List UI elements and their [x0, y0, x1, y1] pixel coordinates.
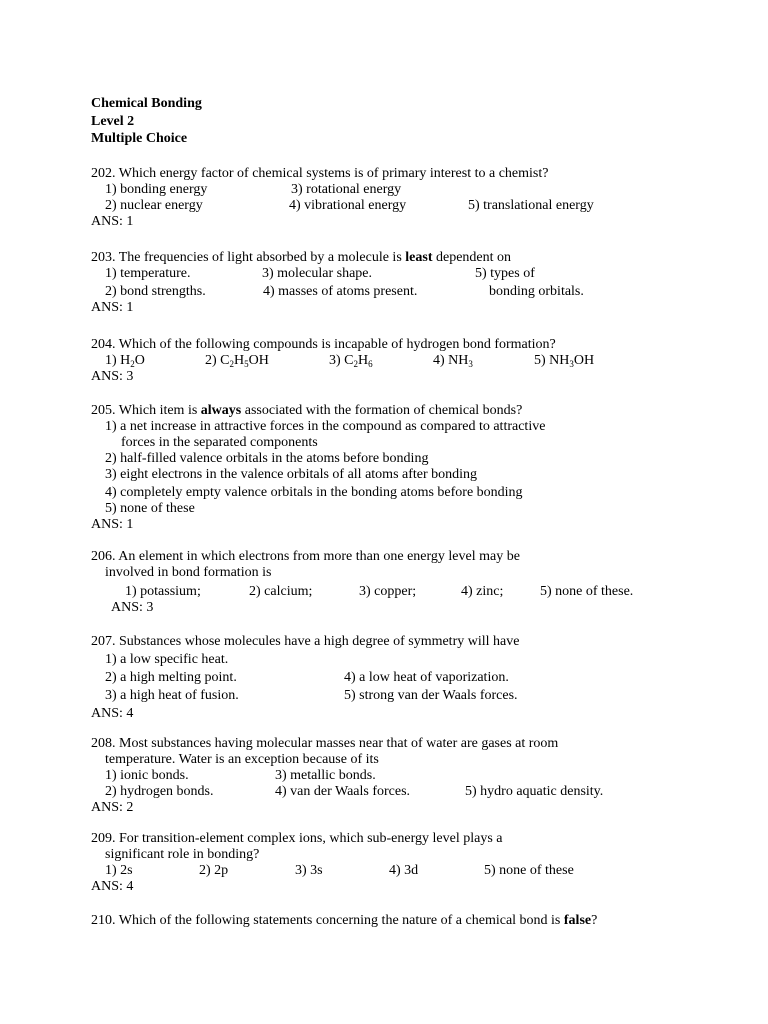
- option-4: [433, 353, 473, 369]
- question-stem: 208. Most substances having molecular masses near that of water are gases at room: [91, 736, 559, 751]
- formula-part: OH: [248, 353, 269, 368]
- formula-part: 4) NH: [433, 353, 469, 368]
- option-1: 1) a net increase in attractive forces in the compound as compared to attractive: [105, 419, 546, 434]
- option-5: 5) none of these: [105, 501, 195, 516]
- option-1-continued: forces in the separated components: [121, 435, 318, 450]
- option-1: 1) 2s: [105, 863, 133, 878]
- answer: ANS: 1: [91, 300, 134, 315]
- answer: ANS: 1: [91, 214, 134, 229]
- question-stem: 209. For transition-element complex ions, which sub-energy level plays a: [91, 831, 503, 846]
- question-stem-continued: temperature. Water is an exception because of its: [105, 752, 379, 767]
- question-stem: 207. Substances whose molecules have a high degree of symmetry will have: [91, 634, 520, 649]
- question-stem: [91, 403, 522, 419]
- option-2: 2) 2p: [199, 863, 229, 878]
- option-2: 2) calcium;: [249, 584, 313, 599]
- option-3: 3) metallic bonds.: [275, 768, 376, 783]
- option-5: 5) types of: [475, 266, 535, 281]
- header-level: Level 2: [91, 113, 135, 129]
- formula-part: H: [234, 353, 245, 368]
- header-type: Multiple Choice: [91, 131, 188, 146]
- option-3: 3) a high heat of fusion.: [105, 688, 239, 703]
- option-4: 4) masses of atoms present.: [263, 284, 418, 299]
- option-2: 2) a high melting point.: [105, 670, 237, 685]
- answer: ANS: 4: [91, 879, 134, 894]
- stem-part: 210. Which of the following statements concerning the nature of a chemical bond is: [91, 913, 564, 928]
- formula-subscript: 3: [569, 359, 574, 369]
- formula-subscript: 6: [368, 359, 373, 369]
- question-stem: 202. Which energy factor of chemical systems is of primary interest to a chemist?: [91, 166, 549, 181]
- formula-part: 1) H: [105, 353, 131, 368]
- option-3: 3) eight electrons in the valence orbitals of all atoms after bonding: [105, 467, 478, 482]
- option-3: 3) rotational energy: [291, 182, 402, 197]
- option-2: 2) nuclear energy: [105, 198, 203, 213]
- stem-emphasis: least: [405, 250, 433, 265]
- option-2: 2) hydrogen bonds.: [105, 784, 214, 799]
- option-2: 2) bond strengths.: [105, 284, 206, 299]
- option-1: [105, 353, 145, 369]
- stem-part: associated with the formation of chemical bonds?: [241, 403, 523, 418]
- formula-subscript: 2: [229, 359, 234, 369]
- option-4: 4) completely empty valence orbitals in the bonding atoms before bonding: [105, 485, 523, 500]
- answer: ANS: 1: [91, 517, 134, 532]
- formula-subscript: 2: [130, 359, 135, 369]
- option-5: [534, 353, 594, 369]
- formula-subscript: 5: [244, 359, 249, 369]
- question-stem-continued: significant role in bonding?: [105, 847, 260, 862]
- question-stem: 206. An element in which electrons from more than one energy level may be: [91, 549, 520, 564]
- option-2: 2) half-filled valence orbitals in the atoms before bonding: [105, 451, 429, 466]
- option-5: 5) none of these.: [540, 584, 634, 599]
- formula-part: O: [134, 353, 145, 368]
- option-3: 3) molecular shape.: [262, 266, 373, 281]
- stem-part: ?: [591, 913, 598, 928]
- option-1: 1) potassium;: [125, 584, 201, 599]
- option-3: [329, 353, 373, 369]
- answer: ANS: 3: [111, 600, 154, 615]
- formula-part: 5) NH: [534, 353, 570, 368]
- option-4: 4) zinc;: [461, 584, 504, 599]
- option-1: 1) bonding energy: [105, 182, 208, 197]
- option-4: 4) 3d: [389, 863, 419, 878]
- option-5: 5) translational energy: [468, 198, 594, 213]
- option-1: 1) temperature.: [105, 266, 191, 281]
- formula-part: 3) C: [329, 353, 354, 368]
- option-5-continued: bonding orbitals.: [489, 284, 584, 299]
- option-5: 5) strong van der Waals forces.: [344, 688, 518, 703]
- stem-part: 203. The frequencies of light absorbed by a molecule is: [91, 250, 406, 265]
- formula-part: OH: [573, 353, 595, 368]
- stem-part: 205. Which item is: [91, 403, 201, 418]
- option-4: 4) a low heat of vaporization.: [344, 670, 509, 685]
- option-5: 5) hydro aquatic density.: [465, 784, 604, 799]
- answer: ANS: 3: [91, 369, 134, 384]
- formula-part: H: [358, 353, 369, 368]
- question-stem: [91, 913, 597, 929]
- option-5: 5) none of these: [484, 863, 574, 878]
- stem-emphasis: false: [563, 913, 592, 928]
- option-4: 4) van der Waals forces.: [275, 784, 411, 799]
- answer: ANS: 2: [91, 800, 134, 815]
- option-3: 3) copper;: [359, 584, 417, 599]
- formula-subscript: 3: [468, 359, 473, 369]
- stem-part: dependent on: [432, 250, 512, 265]
- option-1: 1) ionic bonds.: [105, 768, 189, 783]
- option-3: 3) 3s: [295, 863, 323, 878]
- option-2: [205, 353, 269, 369]
- formula-part: 2) C: [205, 353, 230, 368]
- question-stem: [91, 250, 511, 266]
- answer: ANS: 4: [91, 706, 134, 721]
- header-title: Chemical Bonding: [91, 96, 202, 111]
- document-header: [91, 95, 202, 148]
- option-4: 4) vibrational energy: [289, 198, 407, 213]
- question-stem: 204. Which of the following compounds is incapable of hydrogen bond formation?: [91, 337, 556, 352]
- formula-subscript: 2: [353, 359, 358, 369]
- option-1: 1) a low specific heat.: [105, 652, 229, 667]
- stem-emphasis: always: [200, 403, 242, 418]
- question-stem-continued: involved in bond formation is: [105, 565, 272, 580]
